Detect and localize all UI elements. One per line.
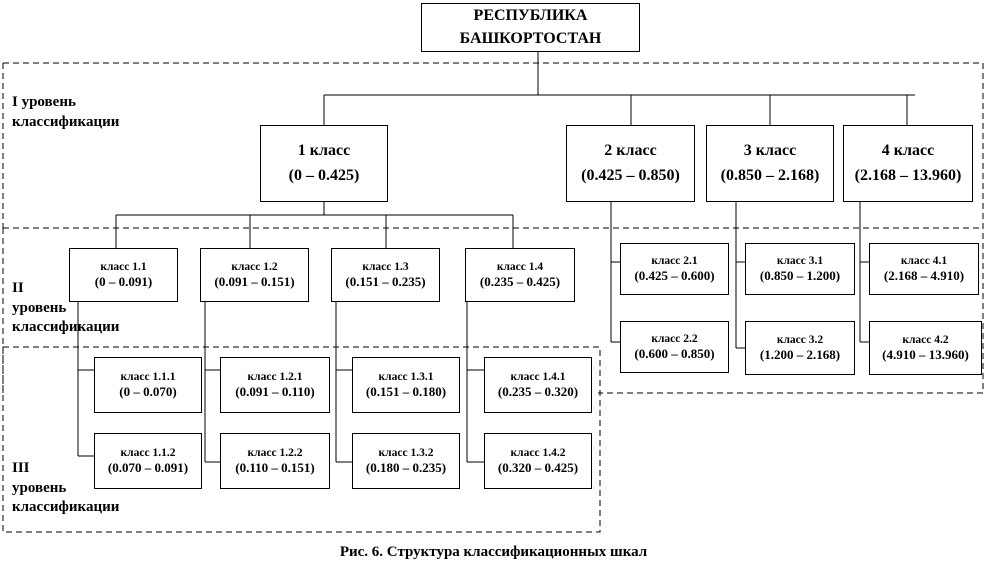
node-range: (0.425 – 0.600) [634, 268, 715, 284]
node-label: класс 1.1 [100, 260, 147, 273]
node-label: класс 1.2.2 [247, 446, 303, 459]
node-label: 1 класс [297, 141, 351, 159]
node-label: класс 1.1.2 [120, 446, 176, 459]
class-1-2-node [200, 248, 309, 302]
class-1-2-1-node [220, 357, 330, 413]
class-4-2-node [869, 321, 982, 375]
class14-connector [467, 302, 484, 462]
node-label: класс 1.4 [496, 260, 544, 273]
class-3-1-node [745, 243, 855, 295]
class3-connector [736, 202, 745, 348]
node-range: (0.850 – 2.168) [720, 166, 820, 184]
node-label: класс 1.4.2 [510, 446, 566, 459]
class12-connector [205, 302, 220, 462]
node-label: класс 1.1.1 [120, 370, 176, 383]
node-range: (0.180 – 0.235) [365, 460, 447, 476]
figure-caption: Рис. 6. Структура классификационных шкал [339, 544, 648, 560]
node-range: (0 – 0.091) [94, 274, 153, 290]
node-range: (0.235 – 0.320) [497, 384, 579, 400]
class-2-node [566, 125, 695, 202]
level-2-label-line: классификации [12, 319, 120, 335]
level-2-label-line: II [12, 280, 24, 296]
level-1-label-line: I уровень [12, 94, 76, 110]
node-range: (0.600 – 0.850) [634, 346, 715, 362]
node-range: (0.320 – 0.425) [497, 460, 579, 476]
level1-drops [324, 95, 907, 125]
node-range: (0.091 – 0.151) [214, 274, 295, 290]
node-range: (0 – 0.425) [288, 166, 360, 184]
node-label: класс 4.2 [902, 333, 949, 346]
node-range: (0.091 – 0.110) [235, 384, 315, 400]
class1-connector [116, 202, 513, 248]
class4-connector [860, 202, 869, 342]
node-label: класс 1.2.1 [247, 370, 303, 383]
node-label: класс 3.1 [776, 254, 824, 267]
node-label: класс 4.1 [900, 254, 948, 267]
node-label: 3 класс [743, 141, 797, 159]
node-label: класс 1.4.1 [510, 370, 566, 383]
node-label: класс 1.3.2 [378, 446, 434, 459]
root-title-line: РЕСПУБЛИКА [473, 7, 588, 25]
node-range: (0.235 – 0.425) [479, 274, 561, 290]
node-range: (0.425 – 0.850) [581, 166, 680, 184]
node-range: (0.110 – 0.151) [235, 460, 315, 476]
node-label: класс 3.2 [776, 333, 824, 346]
level-3-label-line: уровень [12, 479, 67, 496]
node-range: (0 – 0.070) [119, 384, 177, 400]
node-label: класс 1.3 [362, 260, 409, 273]
class-1-4-2-node [484, 433, 592, 489]
class-1-node [260, 125, 388, 202]
node-label: 4 класс [881, 141, 935, 159]
root-title-line: БАШКОРТОСТАН [459, 29, 602, 47]
node-range: (2.168 – 13.960) [854, 166, 962, 184]
class-1-3-1-node [352, 357, 460, 413]
class-3-node [706, 125, 834, 202]
node-range: (0.070 – 0.091) [107, 460, 189, 476]
class-3-2-node [745, 321, 855, 375]
level-2-label-line: уровень [12, 299, 67, 316]
node-label: 2 класс [604, 141, 657, 159]
node-range: (0.151 – 0.180) [365, 384, 447, 400]
class-2-1-node [620, 243, 729, 295]
level-3-label-line: III [12, 460, 30, 476]
class-1-1-node [69, 248, 178, 302]
node-range: (0.151 – 0.235) [345, 274, 426, 290]
node-range: (0.850 – 1.200) [759, 268, 841, 284]
node-range: (2.168 – 4.910) [883, 268, 965, 284]
level-1-label [12, 93, 119, 132]
level-1-label-line: классификации [12, 113, 120, 130]
class-4-node [843, 125, 973, 202]
root-node [421, 3, 640, 52]
class-1-1-1-node [94, 357, 202, 413]
class-2-2-node [620, 321, 729, 373]
class13-connector [336, 302, 352, 462]
class-1-2-2-node [220, 433, 330, 489]
class-1-3-2-node [352, 433, 460, 489]
class2-connector [611, 202, 620, 342]
class-1-4-1-node [484, 357, 592, 413]
node-range: (1.200 – 2.168) [759, 347, 841, 363]
node-range: (4.910 – 13.960) [882, 347, 969, 363]
class-4-1-node [869, 243, 979, 295]
node-label: класс 1.2 [231, 260, 278, 273]
node-label: класс 2.1 [651, 254, 698, 267]
class-1-4-node [465, 248, 575, 302]
class-1-1-2-node [94, 433, 202, 489]
node-label: класс 2.2 [651, 332, 698, 345]
class-1-3-node [331, 248, 440, 302]
level-3-label-line: классификации [12, 499, 120, 515]
node-label: класс 1.3.1 [378, 370, 434, 383]
